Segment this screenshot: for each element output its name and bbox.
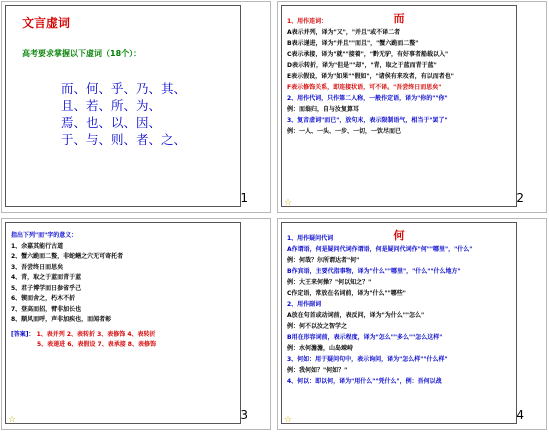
text-line: 例：水何澹澹，山岛竦峙 xyxy=(287,345,354,352)
text-line: 3、何如：用于疑问句中，表示询问，译为"怎么样""什么样" xyxy=(287,356,448,363)
word-row: 于、与、则、者、之、 xyxy=(61,132,187,147)
text-line: A表示并列，译为"又"，"并且"或不译二者 xyxy=(287,29,401,36)
list-item: 8、顺风而呼，声非加疾也，而闻者彰 xyxy=(11,316,112,323)
text-line: 3、复音虚词"而已"，放句末，表示限制语气，相当于"罢了" xyxy=(287,117,448,124)
text-line: B用在形容词前，表示程度，译为"怎么""多么""怎么这样" xyxy=(287,334,443,341)
star-icon: ☆ xyxy=(8,415,17,425)
star-icon: ☆ xyxy=(284,415,293,425)
text-line: E表示假设，译为"如果""假如"，"诸侯有来攻者，有以而者也" xyxy=(287,73,454,80)
list-item: 4、青，取之于蓝而青于蓝 xyxy=(11,274,82,281)
text-line: 例：而翁归，自与汝复算耳 xyxy=(287,106,360,113)
text-line: 例：何不以汝之智学之 xyxy=(287,323,348,330)
text-line: C作定语，常放在名词前，译为"什么""哪些" xyxy=(287,290,406,297)
slide-1-frame xyxy=(5,5,241,207)
text-line: A放在句首或动词前，表反问，译为"为什么""怎么" xyxy=(287,312,425,319)
text-lines xyxy=(11,231,236,351)
list-item: 7、登高而招，臂非加长也 xyxy=(11,305,82,313)
text-line: D表示转折，译为"但是""却"，"青，取之于蓝而青于蓝" xyxy=(287,62,437,69)
text-line: B作宾语，主要代指事物，译为"什么""哪里"，"什么""什么地方" xyxy=(287,268,461,275)
list-item: 3、吾尝终日而思矣 xyxy=(11,263,64,271)
slide-1[interactable] xyxy=(1,1,271,213)
answer-label: [答案]： xyxy=(11,330,35,338)
star-icon: ☆ xyxy=(284,198,293,208)
text-line: 例：何哉？尔所谓达者"何" xyxy=(287,257,360,264)
exercise-heading: 指出下列"而"字的意义： xyxy=(11,232,78,239)
page-number: 3 xyxy=(240,408,248,422)
slide-2[interactable] xyxy=(277,1,547,213)
text-lines xyxy=(287,233,512,387)
slide-2-frame xyxy=(281,5,517,207)
text-line: 2、用作代词，只作第二人称，一般作定语，译为"你的""你" xyxy=(287,95,448,102)
page-number: 2 xyxy=(516,191,524,205)
slide-4-frame xyxy=(281,222,517,424)
answer-text: 1、表并列 2、表转折 3、表修饰 4、表转折 xyxy=(36,330,156,338)
slide-title: 何 xyxy=(393,229,405,242)
slide-subtitle: 高考要求掌握以下虚词（18个）： xyxy=(22,49,142,58)
text-line: 例：一人、一头、一步、一切，一饮尽而已 xyxy=(287,128,402,135)
answer-text: 5、表递进 6、表假设 7、表承接 8、表修饰 xyxy=(37,341,156,348)
word-list xyxy=(61,80,186,148)
text-line: 4、何以：即以何，译为"用什么""凭什么"，例：吾何以战 xyxy=(287,378,442,385)
page-number: 1 xyxy=(240,191,248,205)
page-number: 4 xyxy=(516,408,524,422)
answer-row xyxy=(11,330,236,341)
list-item: 6、锲而舍之，朽木不折 xyxy=(11,295,76,302)
slide-4[interactable] xyxy=(277,218,547,430)
text-line: A作谓语，何是疑问代词作谓语，何是疑问代词作"何""哪里"，"什么" xyxy=(287,246,473,253)
word-row: 且、若、所、为、 xyxy=(61,98,162,113)
slide-3[interactable] xyxy=(1,218,271,430)
text-line: B表示递进，译为"并且""而且"，"蟹六跪而二螯" xyxy=(287,40,419,47)
text-line: 例：大王来何操？"何以知之？" xyxy=(287,279,372,286)
slide-3-frame xyxy=(5,222,241,424)
list-item: 1、余嘉其能行古道 xyxy=(11,242,64,250)
slide-title: 文言虚词 xyxy=(22,16,71,30)
text-lines xyxy=(287,16,512,137)
word-row: 而、何、乎、乃、其、 xyxy=(61,81,187,96)
word-row: 焉、也、以、因、 xyxy=(61,115,162,130)
text-line: 2、用作副词 xyxy=(287,301,322,308)
list-item: 5、君子博学而日参省乎己 xyxy=(11,284,82,292)
text-line: F表示修饰关系，即连接状语，可不译。"吾尝终日而思矣" xyxy=(287,84,442,91)
text-line: 例：我何如？"何如？" xyxy=(287,367,348,374)
text-line: 1、用作疑问代词 xyxy=(287,235,334,242)
text-line: C表示承接，译为"就""接着"，"黔无驴，有好事者船载以入" xyxy=(287,51,449,58)
text-line: 1、用作连词： xyxy=(287,18,328,25)
list-item: 2、蟹六跪而二螯，非蛇鳝之穴无可寄托者 xyxy=(11,253,124,260)
slide-title: 而 xyxy=(393,12,405,25)
